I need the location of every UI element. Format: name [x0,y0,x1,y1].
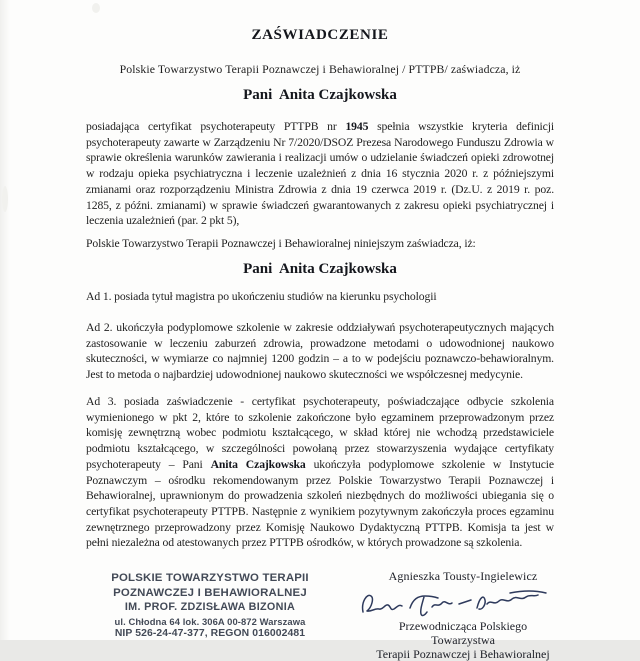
ad3-paragraph [86,394,554,551]
ad2-paragraph: Ad 2. ukończyła podyplomowe szkolenie w zakresie oddziaływań psychoterapeutycznych mających zastosowanie w leczeniu zaburzeń zdrowia, prowadzone metodami o udowodnionej naukowo skuteczności, w wymiarze co najmniej 1200 godzin – a to w podejściu poznawczo-behawioralnym. Jest to metoda o najbardziej udowodnionej naukowo skuteczności we współczesnej medycynie. [86,321,554,382]
certificate-body-paragraph [86,119,554,229]
recipient-name-heading-2: Pani Anita Czajkowska [243,261,397,277]
document-title: ZAŚWIADCZENIE [251,27,389,43]
recipient-name-inline: Anita Czajkowska [210,457,306,471]
certificate-number: 1945 [345,120,369,133]
scan-artifact [2,186,8,212]
scan-artifact [92,3,100,13]
paragraph1-post-text: spełnia wszystkie kryteria definicji psychoterapeuty zawarte w Zarządzeniu Nr 7/2020/DSOZ Prezesa Narodowego Funduszu Zdrowia w sprawie określenia warunków zawierania i realizacji umów o udzielanie świadczeń opieki zdrowotnej w rodzaju opieka psychiatryczna i leczenie uzależnień z dnia 16 stycznia 2020 r. z późniejszymi zmianami oraz rozporządzeniu Ministra Zdrowia z dnia 19 czerwca 2019 r. (Dz.U. z 2019 r. poz. 1285, z późni. zmianami) w sprawie świadczeń gwarantowanych z zakresu opieki psychiatrycznej i leczenia uzależnień (par. 2 pkt 5), [86,120,554,228]
ad3-pre-text: Ad 3. posiada zaświadczenie - certyfikat psychoterapeuty, poświadczające odbycie szkolenia wymienionego w pkt 2, które to szkolenie zakończone było egzaminem przeprowadzonym przez komisję zewnętrzną wobec podmiotu kształcącego, w skład której nie wchodzą przedstawiciele podmiotu kształcącego, w szczególności powołaną przez stowarzyszenia wydające certyfikaty psychoterapeuty – Pani [86,395,554,471]
ad1-line: Ad 1. posiada tytuł magistra po ukończeniu studiów na kierunku psychologii [86,290,437,303]
role-line-1: Przewodnicząca Polskiego Towarzystwa [398,619,528,647]
signatory-name: Agnieszka Tousty-Ingielewicz [388,569,538,583]
paragraph1-pre-text: posiadająca certyfikat psychoterapeuty PTTPB nr [86,120,346,133]
organization-stamp [102,571,318,642]
role-line-2: Terapii Poznawczej i Behawioralnej [376,646,550,661]
statement-line: Polskie Towarzystwo Terapii Poznawczej i Behawioralnej niniejszym zaświadcza, iż: [86,237,476,250]
stamp-line-1: POLSKIE TOWARZYSTWO TERAPII [111,572,309,584]
stamp-line-4: ul. Chłodna 64 lok. 306A 00-872 Warszawa [114,615,306,627]
stamp-line-2: POZNAWCZEJ I BEHAWIORALNEJ [113,586,307,599]
handwritten-signature-icon [358,587,556,619]
issuer-subtitle: Polskie Towarzystwo Terapii Poznawczej i Behawioralnej / PTTPB/ zaświadcza, iż [119,62,521,76]
signatory-roles [372,620,554,661]
recipient-name-heading: Pani Anita Czajkowska [243,87,397,103]
stamp-line-3: IM. PROF. ZDZISŁAWA BIZONIA [124,601,296,614]
signature-block [372,569,554,661]
ad3-post-text: ukończyła podyplomowe szkolenie w Instytucie Poznawczym – ośrodku rekomendowanym przez Polskie Towarzystwo Terapii Poznawczej i Behawioralnej, uprawnionym do prowadzenia szkoleń niezbędnych do możliwości ubiegania się o certyfikat psychoterapeuty PTTPB. Następnie z wynikiem pozytywnym zakończyła proces egzaminu zewnętrznego przeprowadzony przez Komisję Naukowo Dydaktyczną PTTPB. Komisja ta jest w pełni niezależna od atestowanych przez PTTPB ośrodków, w których prowadzone są szkolenia. [86,457,555,550]
stamp-line-5: NIP 526-24-47-377, REGON 016002481 [114,628,306,640]
